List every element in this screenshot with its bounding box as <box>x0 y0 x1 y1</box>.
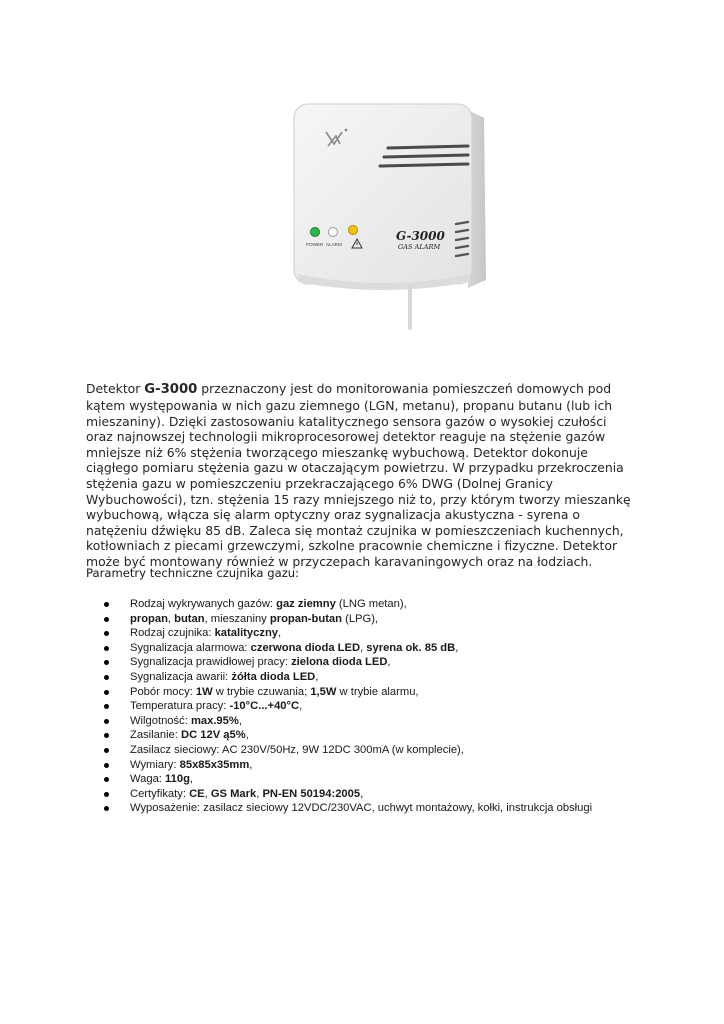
device-model-label: G-3000 <box>396 229 445 243</box>
spec-text: Wilgotność: <box>130 714 191 727</box>
spec-item <box>104 597 664 612</box>
spec-text: Wymiary: <box>130 758 180 771</box>
spec-value: żółta dioda LED <box>231 670 316 683</box>
spec-value: PN-EN 50194:2005 <box>262 787 361 800</box>
spec-value: gaz ziemny <box>276 598 336 610</box>
description-prefix: Detektor <box>86 381 145 397</box>
spec-text: , <box>189 773 194 786</box>
spec-value: CE <box>189 787 205 800</box>
alarm-led-icon <box>329 228 338 237</box>
spec-value: czerwona dioda LED <box>250 641 361 654</box>
fault-led-icon <box>349 226 358 235</box>
spec-value: katalityczny <box>214 627 279 640</box>
spec-value: -10°C...+40°C <box>229 700 300 713</box>
spec-text: , <box>249 758 253 771</box>
spec-text: , <box>299 700 303 713</box>
spec-item <box>104 626 664 641</box>
spec-text: Waga: <box>130 773 166 786</box>
spec-value: GS Mark <box>210 787 257 800</box>
spec-text: Rodzaj czujnika: <box>130 627 215 640</box>
spec-text: , <box>387 656 391 669</box>
spec-text: , <box>455 641 459 654</box>
product-description <box>86 381 634 569</box>
spec-item <box>104 699 664 714</box>
spec-item <box>104 801 664 816</box>
power-led-icon <box>311 228 320 237</box>
spec-text: Sygnalizacja prawidłowej pracy: <box>130 656 292 669</box>
spec-list <box>104 597 664 816</box>
spec-text: w trybie czuwania; <box>212 685 311 698</box>
spec-value: 110g <box>165 773 190 786</box>
spec-value: syrena ok. 85 dB <box>366 641 456 654</box>
spec-item <box>104 655 664 670</box>
spec-text: Temperatura pracy: <box>130 700 230 713</box>
spec-item <box>104 758 664 773</box>
description-text: przeznaczony jest do monitorowania pomieszczeń domowych pod kątem występowania w nich gazu ziemnego (LGN, metanu), propanu butanu (lub ich mieszaniny). Dzięki zastosowaniu katalitycznego sensora gazów o wysokiej czułości oraz najnowszej technologii mikroprocesorowej detektor reaguje na stężenie gazów mniejsze niż 6% stężenia tworzącego mieszankę wybuchową. Detektor dokonuje ciągłego pomiaru stężenia gazu w otaczającym powietrzu. W przypadku przekroczenia stężenia gazu w pomieszczeniu przekraczającego 6% DWG (Dolnej Granicy Wybuchowości), tzn. stężenia 15 razy mniejszego niż to, przy którym tworzy mieszankę wybuchową, włącza się alarm optyczny oraz sygnalizacja akustyczna - syrena o natężeniu dźwięku 85 dB. Zaleca się montaż czujnika w pomieszczeniach kuchennych, kotłowniach z piecami grzewczymi, szkolne pracownie chemiczne i fizyczne. Detektor może być montowany również w przyczepach karavaningowych oraz na łodziach. <box>86 381 631 569</box>
spec-text: Rodzaj wykrywanych gazów: <box>130 598 277 610</box>
gas-detector-device <box>294 104 486 290</box>
spec-text: (LNG metan), <box>335 598 407 610</box>
spec-value: zielona dioda LED <box>291 656 388 669</box>
spec-item <box>104 728 664 743</box>
description-model: G-3000 <box>144 382 198 398</box>
spec-text: Zasilacz sieciowy: AC 230V/50Hz, 9W 12DC 300mA (w komplecie), <box>130 743 464 756</box>
spec-text: , <box>238 714 242 727</box>
spec-text: (LPG), <box>341 612 379 625</box>
spec-value: butan <box>174 612 205 625</box>
spec-value: 1W <box>195 685 213 698</box>
spec-item <box>104 787 664 802</box>
spec-item <box>104 612 664 627</box>
spec-text: , mieszaniny <box>204 612 270 625</box>
spec-text: w trybie alarmu, <box>336 685 419 698</box>
spec-text: Pobór mocy: <box>130 685 196 698</box>
spec-value: 1,5W <box>310 685 337 698</box>
product-photo <box>288 102 498 330</box>
spec-value: 85x85x35mm <box>179 758 250 771</box>
spec-text: , <box>256 787 263 800</box>
spec-text: , <box>245 729 249 742</box>
spec-text: Sygnalizacja awarii: <box>130 670 232 683</box>
spec-text: , <box>204 787 211 800</box>
spec-item <box>104 670 664 685</box>
spec-item <box>104 743 664 758</box>
spec-text: , <box>167 612 175 625</box>
spec-value: propan <box>130 612 168 625</box>
spec-text: , <box>360 641 367 654</box>
device-subtitle: GAS ALARM <box>398 243 441 251</box>
spec-item <box>104 641 664 656</box>
spec-text: Zasilanie: <box>130 729 181 742</box>
spec-text: , <box>278 627 282 640</box>
spec-text: , <box>360 787 364 800</box>
spec-item <box>104 714 664 729</box>
power-led-label: POWER <box>306 242 324 247</box>
spec-text: , <box>315 670 319 683</box>
alarm-led-label: ALARM <box>326 242 342 247</box>
spec-value: max.95% <box>190 714 239 727</box>
spec-item <box>104 685 664 700</box>
spec-text: Certyfikaty: <box>130 787 190 800</box>
spec-value: DC 12V ą5% <box>181 729 246 742</box>
spec-item <box>104 772 664 787</box>
spec-value: propan-butan <box>269 612 342 625</box>
params-heading: Parametry techniczne czujnika gazu: <box>86 566 300 580</box>
spec-text: Wyposażenie: zasilacz sieciowy 12VDC/230VAC, uchwyt montażowy, kołki, instrukcja obsługi <box>130 802 593 815</box>
spec-text: Sygnalizacja alarmowa: <box>130 641 251 654</box>
